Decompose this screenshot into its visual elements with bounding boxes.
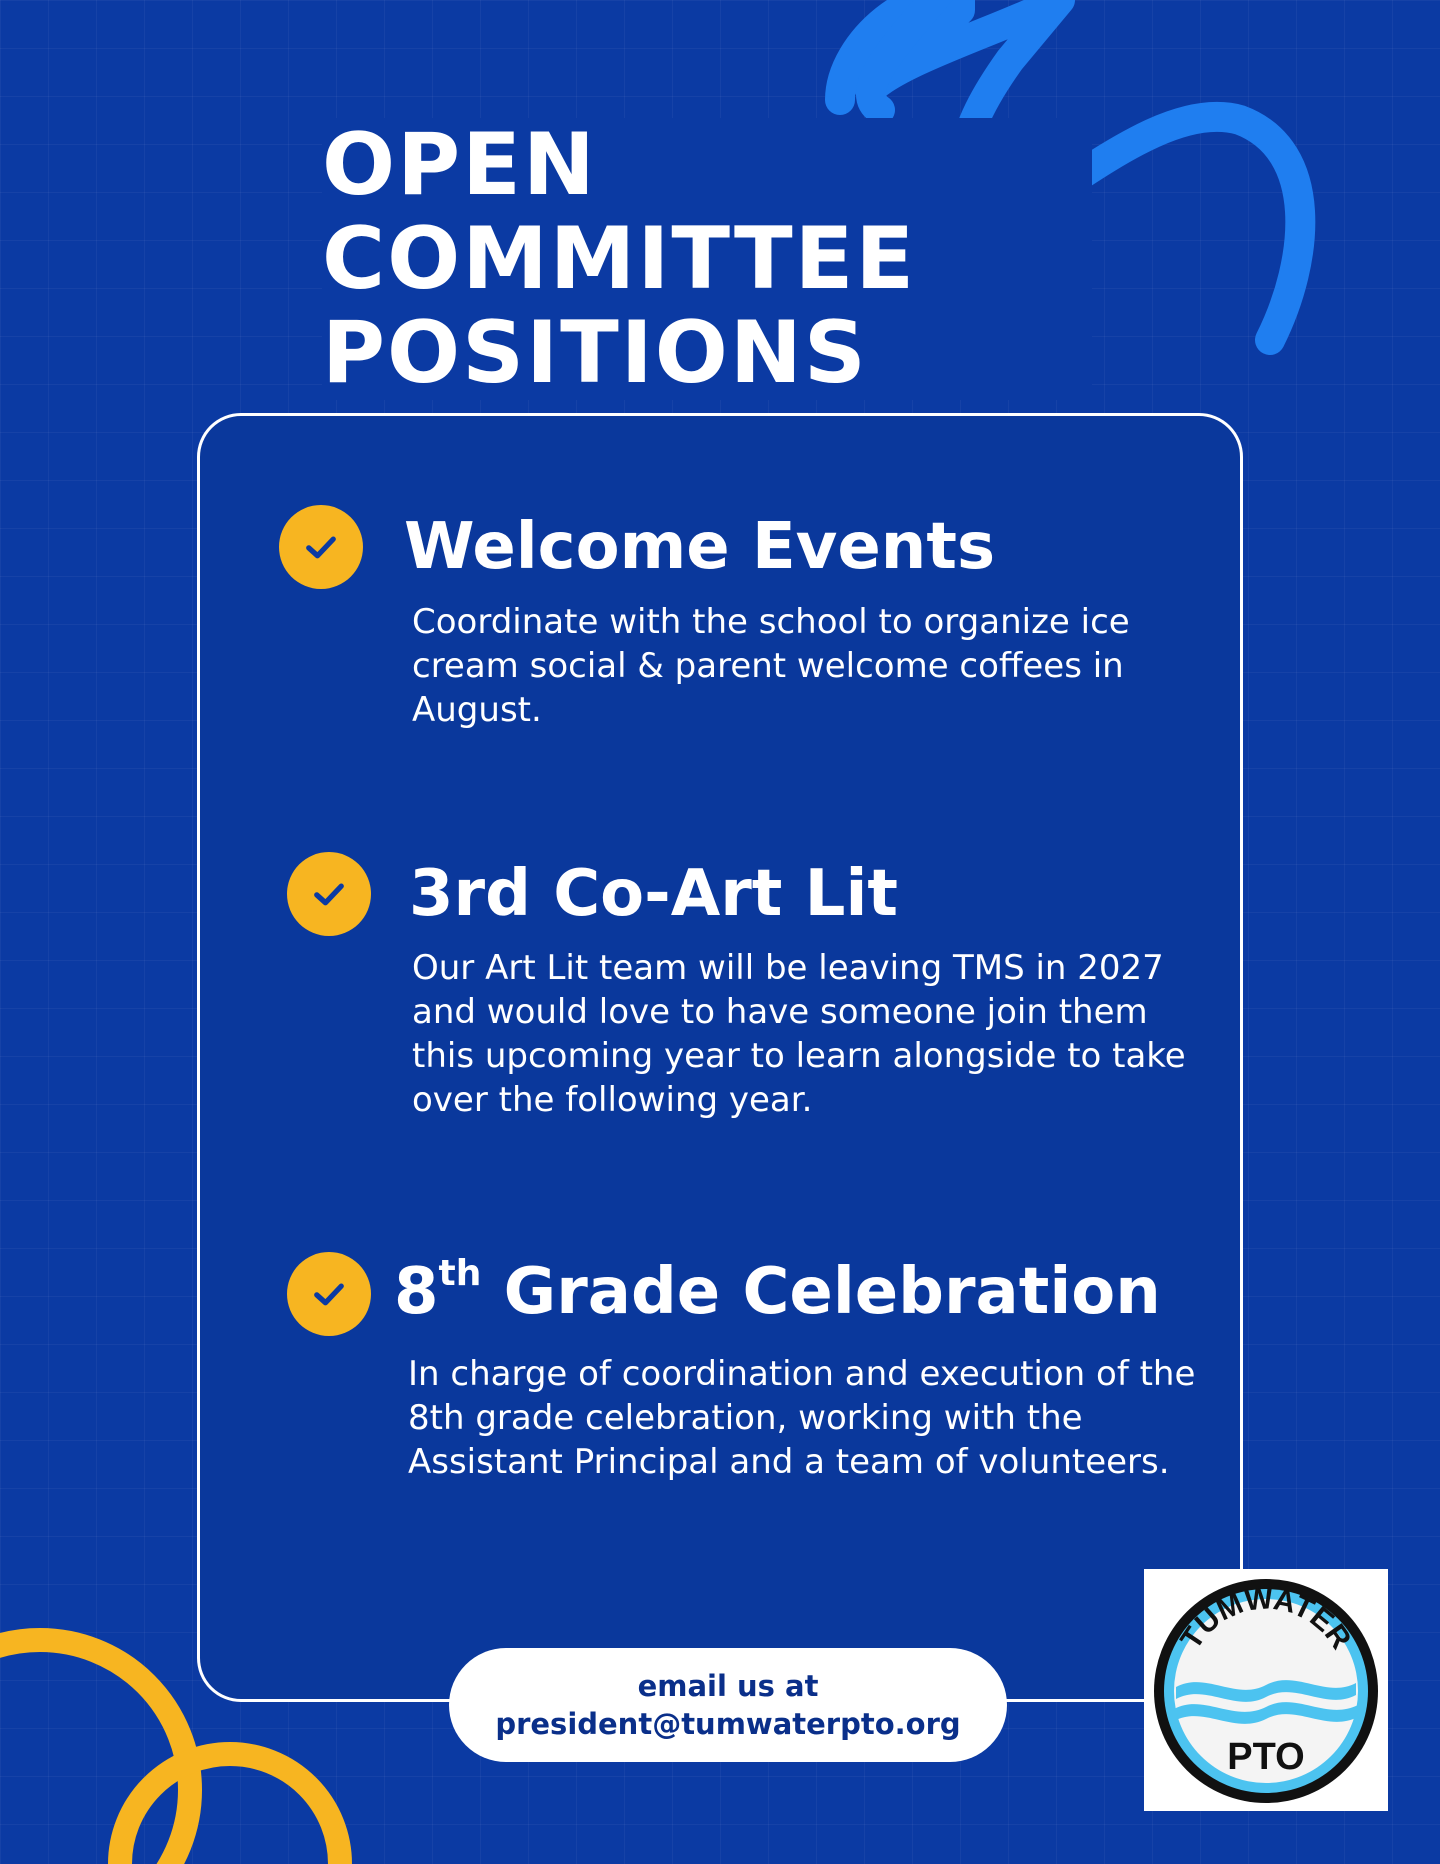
position-title: 3rd Co-Art Lit [409,857,898,931]
page-title [322,115,1092,403]
check-icon [287,1252,371,1336]
title-rest: Grade Celebration [481,1255,1161,1329]
yellow-ring-decoration [0,1640,190,1864]
title-number: 8 [394,1255,439,1329]
title-line: COMMITTEE [322,209,917,309]
position-description: Coordinate with the school to organize ice cream social & parent welcome coffees in August. [412,602,1130,730]
contact-email-pill [449,1648,1007,1762]
logo-bottom-text: PTO [1227,1736,1305,1778]
title-line: OPEN [322,115,597,215]
blue-squiggle-arc [871,0,950,110]
contact-label: email us at [637,1669,819,1703]
contact-email-link[interactable]: president@tumwaterpto.org [495,1707,961,1741]
logo-graphic [1144,1569,1388,1811]
tumwater-pto-logo [1144,1569,1388,1811]
check-icon [279,505,363,589]
title-ordinal-suffix: th [438,1253,482,1294]
position-title: Welcome Events [404,510,996,584]
position-description: In charge of coordination and execution of the 8th grade celebration, working with the Assistant Principal and a team of volunteers. [408,1354,1196,1482]
logo-top-text: TUMWATER [1174,1582,1358,1656]
position-description: Our Art Lit team will be leaving TMS in 2027 and would love to have someone join them this upcoming year to learn alongside to take over the following year. [412,948,1186,1120]
title-line: POSITIONS [322,303,868,403]
check-icon [287,852,371,936]
position-title [394,1254,1161,1330]
yellow-ring-decoration-2 [120,1754,340,1864]
